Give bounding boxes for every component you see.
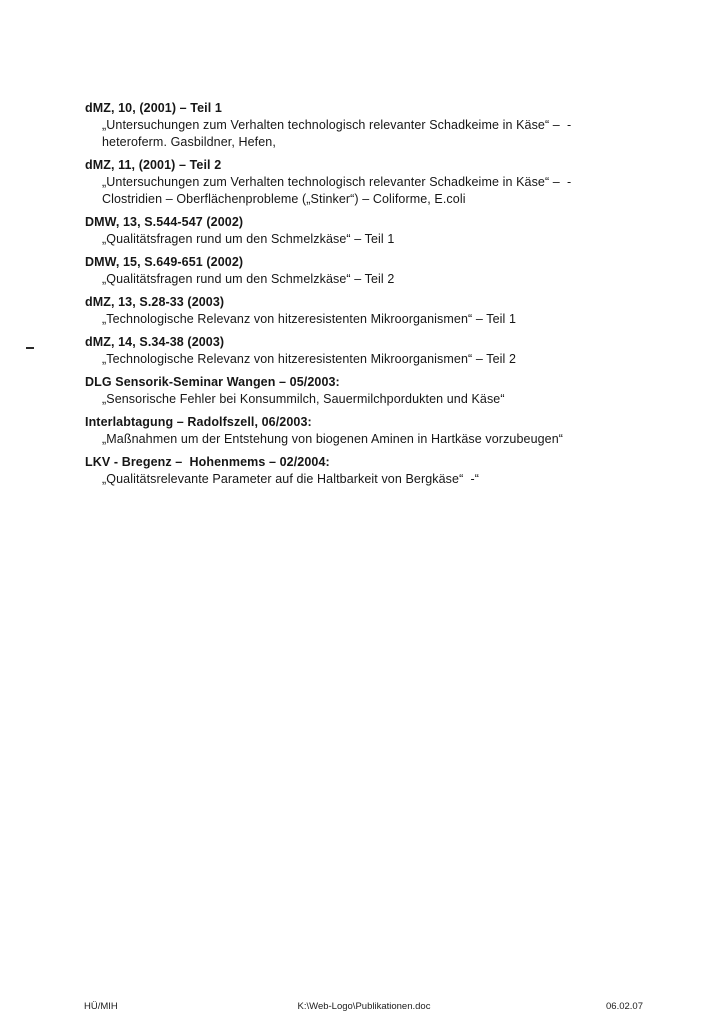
publication-line: „Technologische Relevanz von hitzeresistenten Mikroorganismen“ – Teil 1: [102, 312, 517, 326]
publication-heading: dMZ, 10, (2001) – Teil 1: [85, 101, 222, 115]
publication-line: „Untersuchungen zum Verhalten technologisch relevanter Schadkeime in Käse“ – -: [102, 175, 572, 189]
publication-entry: [85, 294, 645, 328]
publication-heading: dMZ, 14, S.34-38 (2003): [85, 335, 225, 349]
publication-line: „Technologische Relevanz von hitzeresistenten Mikroorganismen“ – Teil 2: [102, 352, 517, 366]
publication-line: „Qualitätsfragen rund um den Schmelzkäse“ – Teil 1: [102, 232, 395, 246]
publication-list: [85, 100, 645, 494]
publication-heading: DMW, 13, S.544-547 (2002): [85, 215, 244, 229]
publication-heading: Interlabtagung – Radolfszell, 06/2003:: [85, 415, 312, 429]
publication-entry: [85, 157, 645, 208]
publication-entry: [85, 254, 645, 288]
publication-entry: [85, 100, 645, 151]
publication-heading: DLG Sensorik-Seminar Wangen – 05/2003:: [85, 375, 340, 389]
publication-heading: LKV - Bregenz – Hohenmems – 02/2004:: [85, 455, 330, 469]
footer-date: 06.02.07: [606, 1001, 643, 1012]
publication-entry: [85, 334, 645, 368]
publication-entry: [85, 454, 645, 488]
margin-dash-mark: [26, 347, 34, 349]
publication-line: heteroferm. Gasbildner, Hefen,: [102, 135, 276, 149]
publication-line: „Qualitätsrelevante Parameter auf die Haltbarkeit von Bergkäse“ -“: [102, 472, 480, 486]
footer-file-path: K:\Web-Logo\Publikationen.doc: [297, 1001, 431, 1012]
publication-line: „Untersuchungen zum Verhalten technologisch relevanter Schadkeime in Käse“ – -: [102, 118, 572, 132]
publication-entry: [85, 414, 645, 448]
publication-heading: dMZ, 13, S.28-33 (2003): [85, 295, 225, 309]
publication-line: „Maßnahmen um der Entstehung von biogenen Aminen in Hartkäse vorzubeugen“: [102, 432, 564, 446]
publication-entry: [85, 214, 645, 248]
publication-line: „Qualitätsfragen rund um den Schmelzkäse“ – Teil 2: [102, 272, 395, 286]
publication-line: „Sensorische Fehler bei Konsummilch, Sauermilchpordukten und Käse“: [102, 392, 505, 406]
publication-line: Clostridien – Oberflächenprobleme („Stinker“) – Coliforme, E.coli: [102, 192, 466, 206]
publication-entry: [85, 374, 645, 408]
publication-heading: DMW, 15, S.649-651 (2002): [85, 255, 244, 269]
publication-heading: dMZ, 11, (2001) – Teil 2: [85, 158, 222, 172]
footer-author-initials: HÜ/MIH: [84, 1001, 118, 1012]
